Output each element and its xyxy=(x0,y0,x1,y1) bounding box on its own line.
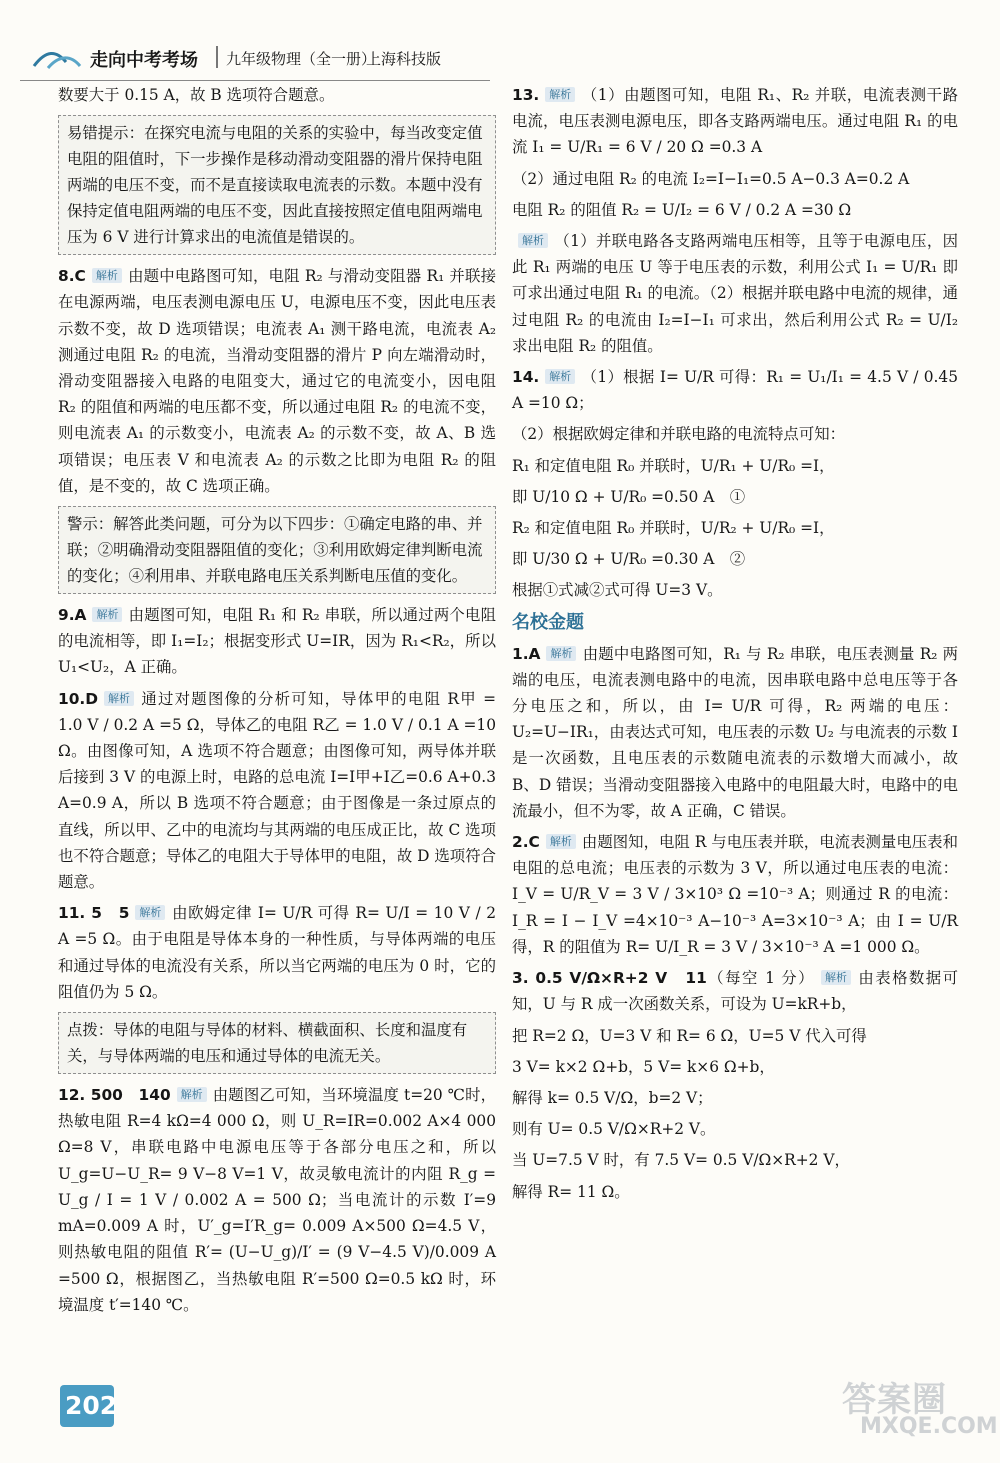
answer-14-line: （2）根据欧姆定律和并联电路的电流特点可知： xyxy=(512,425,845,444)
book-subtitle: 九年级物理（全一册） xyxy=(226,50,377,68)
equation-line: 解得 R= 11 Ω。 xyxy=(512,1182,630,1201)
equation-line: 则有 U= 0.5 V/Ω×R+2 V。 xyxy=(512,1120,716,1139)
answer-12-text: 由题图乙可知，当环境温度 t=20 ℃时，热敏电阻 R=4 kΩ=4 000 Ω，则 U_R=IR=0.002 A×4 000 Ω=8 V，串联电路中电源电压等于各部分电压之和，所以 U_g=U−U_R= 9 V−8 V=1 V，故灵敏电流计的内阻 R_g = U_g / I = 1 V / 0.002 A = 500 Ω；当电流计的示数 I′=9 mA=0.009 A 时，U′_g=I′R_g= 0.009 A×500 Ω=4.5 V，则热敏电阻的阻值 R′= (U−U_g)/I′ = (9 V−4.5 V)/0.009 A =500 Ω，根据图乙，当热敏电阻 R′=500 Ω=0.5 kΩ 时，环境温度 t′=140 ℃。 xyxy=(58,1086,496,1314)
answer-number: 8.C xyxy=(58,267,86,286)
continued-text: 数要大于 0.15 A，故 B 选项符合题意。 xyxy=(58,86,335,104)
analysis-tag: 解析 xyxy=(177,1087,207,1102)
answer-10-text: 通过对题图像的分析可知，导体甲的电阻 R甲 = 1.0 V / 0.2 A =5 Ω，导体乙的电阻 R乙 = 1.0 V / 0.1 A =10 Ω。由图像可知，A 选项不符合题意；由图像可知，两导体并联后接到 3 V 的电源上时，电路的总电流 I=I甲+I乙=0.6 A+0.3 A=0.9 A，所以 B 选项不符合题意；由于图像是一条过原点的直线，所以甲、乙中的电流均与其两端的电压成正比，故 C 选项也不符合题意；导体乙的电阻大于导体甲的电阻，故 D 选项符合题意。 xyxy=(58,689,496,892)
publisher-name: 上海科技版 xyxy=(366,50,442,68)
header-divider xyxy=(216,46,218,68)
page-header xyxy=(20,40,490,80)
answer-13-analysis xyxy=(512,228,958,359)
watermark-main-text: 答案圈 xyxy=(842,1380,947,1420)
equation-line: 3 V= k×2 Ω+b，5 V= k×6 Ω+b， xyxy=(512,1057,775,1076)
analysis-tag: 解析 xyxy=(135,905,165,920)
equation-line: 解得 k= 0.5 V/Ω，b=2 V； xyxy=(512,1088,713,1107)
answer-number: 9.A xyxy=(58,606,87,625)
answer-number: 2.C xyxy=(512,833,540,852)
analysis-tag: 解析 xyxy=(92,607,122,622)
analysis-tag: 解析 xyxy=(546,834,576,849)
answer-14-line: 即 U/10 Ω + U/R₀ =0.50 A ① xyxy=(512,487,746,506)
section-title: 名校金题 xyxy=(512,611,584,633)
answer-13-analysis-text: （1）并联电路各支路两端电压相等，且等于电源电压，因此 R₁ 两端的电压 U 等于电压表的示数，利用公式 I₁ = U/R₁ 即可求出通过电阻 R₁ 的电流。（2）根据并联电路中电流的规律，通过电阻 R₂ 的电流由 I₂=I−I₁ 可求出，然后利用公式 R₂ = U/I₂ 求出电阻 R₂ 的阻值。 xyxy=(512,232,958,355)
tip-box: 点拨：导体的电阻与导体的材料、横截面积、长度和温度有关，与导体两端的电压和通过导体的电流无关。 xyxy=(58,1012,496,1074)
answer-13-part1: （1）由题图可知，电阻 R₁、R₂ 并联，电流表测干路电流，电压表测电源电压，即各支路两端电压。通过电阻 R₁ 的电流 I₁ = U/R₁ = 6 V / 20 Ω =0.3 A xyxy=(512,86,958,157)
school-answer-1 xyxy=(512,641,958,824)
analysis-tag: 解析 xyxy=(104,691,134,706)
answer-11 xyxy=(58,900,496,1005)
header-rule xyxy=(20,80,490,81)
answer-number: 11. 5 5 xyxy=(58,904,130,923)
analysis-tag: 解析 xyxy=(546,646,576,661)
answer-13 xyxy=(512,82,958,161)
solution-tag: 解析 xyxy=(545,369,575,384)
school-answer-1-text: 由题中电路图可知，R₁ 与 R₂ 串联，电压表测量 R₂ 两端的电压，电流表测电路中的电流，因串联电路中总电压等于各分电压之和，所以，由 I= U/R 可得，R₂ 两端的电压：U₂=U−IR₁，由表达式可知，电压表的示数 U₂ 与电流表的示数 I 是一次函数，且电压表的示数随电流表的示数增大而减小，故 B、D 错误；当滑动变阻器接入电路中的电阻最大时，电路中的电流最小，但不为零，故 A 正确，C 错误。 xyxy=(512,644,958,820)
school-answer-3-text: 由表格数据可知，U 与 R 成一次函数关系，可设为 U=kR+b， xyxy=(512,969,958,1014)
answer-13-part2: （2）通过电阻 R₂ 的电流 I₂=I−I₁=0.5 A−0.3 A=0.2 A xyxy=(512,169,910,188)
answer-8 xyxy=(58,263,496,499)
right-column xyxy=(512,82,958,1210)
answer-9-text: 由题图可知，电阻 R₁ 和 R₂ 串联，所以通过两个电阻的电流相等，即 I₁=I₂；根据变形式 U=IR，因为 R₁<R₂，所以 U₁<U₂，A 正确。 xyxy=(58,606,496,677)
equation-line: 当 U=7.5 V 时，有 7.5 V= 0.5 V/Ω×R+2 V， xyxy=(512,1151,850,1170)
answer-10 xyxy=(58,686,496,896)
answer-11-text: 由欧姆定律 I= U/R 可得 R= U/I = 10 V / 2 A =5 Ω。由于电阻是导体本身的一种性质，与导体两端的电压和通过导体的电流没有关系，所以当它两端的电压为 0 时，它的阻值仍为 5 Ω。 xyxy=(58,904,496,1001)
solution-tag: 解析 xyxy=(545,87,575,102)
watermark xyxy=(842,1372,998,1447)
answer-14-line: R₂ 和定值电阻 R₀ 并联时，U/R₂ + U/R₀ =I， xyxy=(512,519,835,538)
answer-number: 13. xyxy=(512,86,540,104)
answer-number: 14. xyxy=(512,368,540,387)
answer-14-line: 即 U/30 Ω + U/R₀ =0.30 A ② xyxy=(512,550,746,569)
watermark-url-text: MXQE.COM xyxy=(860,1414,998,1439)
left-column xyxy=(58,82,496,1323)
equation-line: 把 R=2 Ω，U=3 V 和 R= 6 Ω，U=5 V 代入可得 xyxy=(512,1026,867,1045)
answer-12 xyxy=(58,1082,496,1318)
answer-14-line: 根据①式减②式可得 U=3 V。 xyxy=(512,581,723,600)
score-note: （每空 1 分） xyxy=(706,969,815,988)
answer-13-part3: 电阻 R₂ 的阻值 R₂ = U/I₂ = 6 V / 0.2 A =30 Ω xyxy=(512,200,852,219)
warning-box: 易错提示：在探究电流与电阻的关系的实验中，每当改变定值电阻的阻值时，下一步操作是移动滑动变阻器的滑片保持电阻两端的电压不变，而不是直接读取电流表的示数。本题中没有保持定值电阻两端的电压不变，因此直接按照定值电阻两端电压为 6 V 进行计算求出的电流值是错误的。 xyxy=(58,115,496,255)
answer-number: 12. 500 140 xyxy=(58,1086,171,1105)
book-logo-icon xyxy=(28,44,86,74)
analysis-tag: 解析 xyxy=(518,233,548,248)
answer-8-text: 由题中电路图可知，电阻 R₂ 与滑动变阻器 R₁ 并联接在电源两端，电压表测电源电压 U，电源电压不变，因此电压表示数不变，故 D 选项错误；电流表 A₁ 测干路电流，电流表 A₂ 测通过电阻 R₂ 的电流，当滑动变阻器的滑片 P 向左端滑动时，滑动变阻器接入电路的电阻变大，通过它的电流变小，因电阻 R₂ 的阻值和两端的电压都不变，所以通过电阻 R₂ 的电流不变，则电流表 A₁ 的示数变小，电流表 A₂ 的示数不变，故 A、B 选项错误；电压表 V 和电流表 A₂ 的示数之比即为电阻 R₂ 的阻值，是不变的，故 C 选项正确。 xyxy=(58,267,496,495)
page-number: 202 xyxy=(65,1391,118,1420)
answer-number: 10.D xyxy=(58,689,99,708)
answer-14 xyxy=(512,364,958,416)
analysis-tag: 解析 xyxy=(92,268,122,283)
answer-9 xyxy=(58,602,496,681)
answer-number: 1.A xyxy=(512,644,541,663)
analysis-tag: 解析 xyxy=(821,970,851,985)
notice-box: 警示：解答此类问题，可分为以下四步：①确定电路的串、并联；②明确滑动变阻器阻值的变化；③利用欧姆定律判断电流的变化；④利用串、并联电路电压关系判断电压值的变化。 xyxy=(58,506,496,594)
school-answer-2-text: 由题图知，电阻 R 与电压表并联，电流表测量电压表和电阻的总电流；电压表的示数为 3 V，所以通过电压表的电流：I_V = U/R_V = 3 V / 3×10³ Ω =10⁻³ A；则通过 R 的电流：I_R = I − I_V =4×10⁻³ A−10⁻³ A=3×10⁻³ A；由 I = U/R 得，R 的阻值为 R= U/I_R = 3 V / 3×10⁻³ A =1 000 Ω。 xyxy=(512,833,958,956)
school-answer-3 xyxy=(512,965,958,1017)
answer-number: 3. 0.5 V/Ω×R+2 V 11 xyxy=(512,969,707,988)
school-answer-2 xyxy=(512,829,958,960)
answer-14-line: R₁ 和定值电阻 R₀ 并联时，U/R₁ + U/R₀ =I， xyxy=(512,456,835,475)
answer-14-part1: （1）根据 I= U/R 可得：R₁ = U₁/I₁ = 4.5 V / 0.45 A =10 Ω； xyxy=(512,368,958,413)
book-title: 走向中考考场 xyxy=(90,50,198,71)
page-number-badge xyxy=(60,1385,118,1427)
